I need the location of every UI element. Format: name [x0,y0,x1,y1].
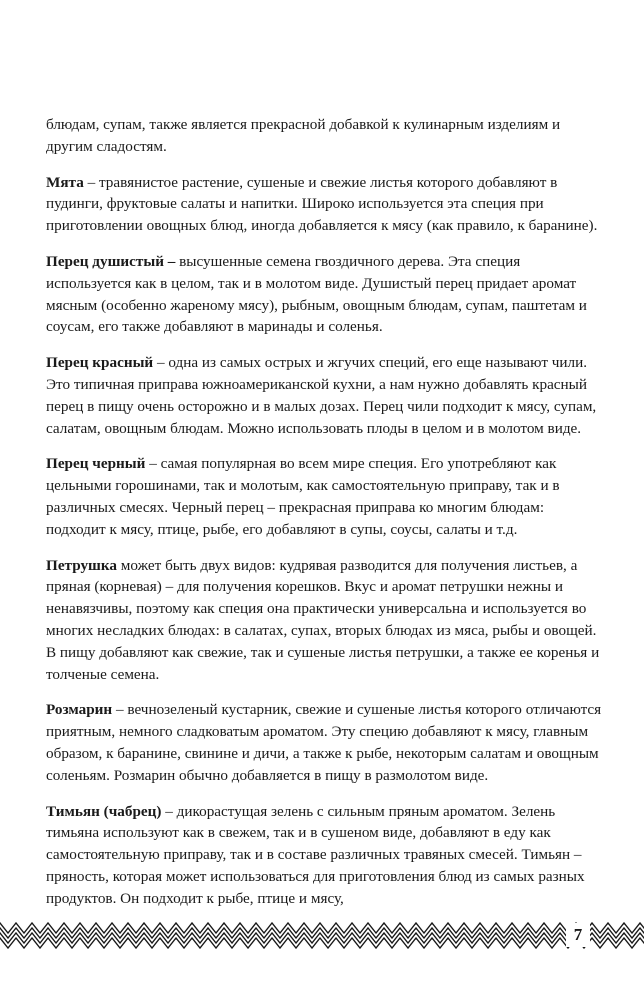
paragraph-body: блюдам, супам, также является прекрасной добавкой к кулинарным изделиям и другим сладостям. [46,116,561,155]
paragraph-body: – самая популярная во всем мире специя. Его употребляют как цельными горошинами, так и молотым, как самостоятельную приправу, так и в различных смесях. Черный перец – прекрасная приправа ко многим блюдам: подходит к мясу, птице, рыбе, его добавляют в супы, соусы, салаты и т.д. [46,455,560,538]
paragraph-body: – вечнозеленый кустарник, свежие и сушеные листья которого отличаются приятным, немного сладковатым ароматом. Эту специю добавляют к мясу, главным образом, к баранине, свинине и дичи, а также к рыбе, некоторым салатам и овощным соленьям. Розмарин обычно добавляется в пищу в размолотом виде. [46,701,602,784]
paragraph-continuation [46,114,606,158]
footer-ornament-band [0,917,644,955]
paragraph-myata [46,172,606,237]
zigzag-ornament-icon [0,917,644,955]
paragraph-petrushka [46,555,606,686]
ornament-zigzag-line [0,938,644,948]
paragraph-body: высушенные семена гвоздичного дерева. Эта специя используется как в целом, так и в молотом виде. Душистый перец придает аромат мясным (особенно жареному мясу), рыбным, овощным блюдам, супам, паштетам и соусам, его также добавляют в маринады и соленья. [46,252,587,336]
paragraph-perets-dushistyi [46,251,606,338]
paragraph-term: Мята [46,173,84,191]
paragraph-body: может быть двух видов: кудрявая разводится для получения листьев, а пряная (корневая) – для получения корешков. Вкус и аромат петрушки нежны и ненавязчивы, поэтому как специя она практически универсальна и используется во многих несладких блюдах: в салатах, супах, вторых блюдах из мяса, рыбы и овощей. В пищу добавляют как свежие, так и сушеные листья петрушки, а также ее коренья и толченые семена. [46,556,600,683]
paragraph-term: Перец черный [46,455,146,473]
paragraph-body: – травянистое растение, сушеные и свежие листья которого добавляют в пудинги, фруктовые салаты и напитки. Широко используется эта специя при приготовлении овощных блюд, иногда добавляется к мясу (как правило, к баранине). [46,173,598,235]
paragraph-perets-chernyi [46,453,606,540]
paragraph-term: Перец душистый – [46,252,176,270]
paragraph-timyan [46,801,606,910]
paragraph-term: Розмарин [46,701,113,719]
paragraph-term: Перец красный [46,354,154,372]
paragraph-perets-krasnyi [46,352,606,439]
paragraph-term: Тимьян (чабрец) [46,802,162,820]
page-body-text [46,114,606,924]
paragraph-rozmarin [46,699,606,786]
page-number: 7 [566,923,590,947]
paragraph-body: – одна из самых острых и жгучих специй, его еще называют чили. Это типичная приправа южноамериканской кухни, а нам нужно добавлять красный перец в пищу очень осторожно и в малых дозах. Перец чили подходит к мясу, супам, салатам, овощным блюдам. Можно использовать плоды в целом и в молотом виде. [46,354,597,437]
paragraph-term: Петрушка [46,556,117,574]
paragraph-body: – дикорастущая зелень с сильным пряным ароматом. Зелень тимьяна используют как в свежем, так и в сушеном виде, добавляют в еду как самостоятельную приправу, так и в составе различных травяных смесей. Тимьян – пряность, которая может использоваться для приготовления блюд из самых разных продуктов. Он подходит к рыбе, птице и мясу, [46,802,585,907]
